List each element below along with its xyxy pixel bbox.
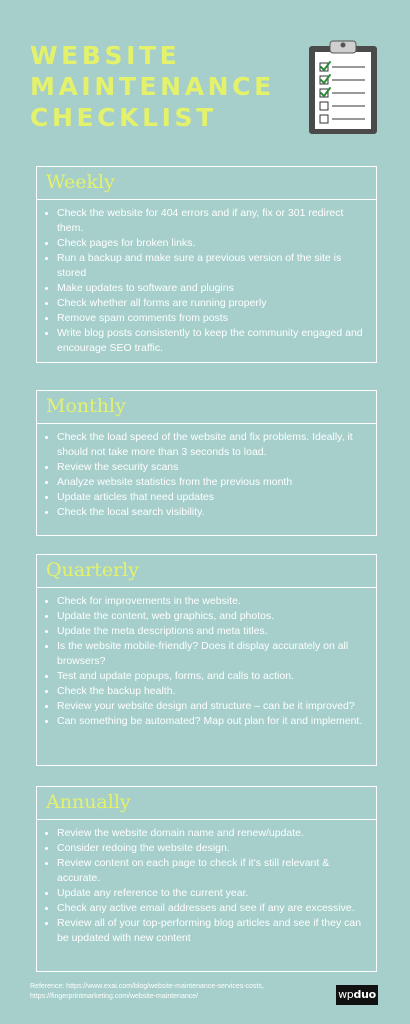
weekly-list [37, 206, 370, 356]
quarterly-section [36, 554, 377, 766]
monthly-list [37, 430, 370, 520]
reference-line-2: https://fingerprintmarketing.com/website-maintenance/ [30, 992, 199, 1000]
weekly-list-box [36, 200, 377, 363]
logo-part-duo: duo [353, 988, 376, 1001]
list-item: • Review all of your top-performing blog articles and see if they can be updated with new content [57, 916, 370, 946]
page-title [30, 40, 290, 133]
list-item: • Update any reference to the current year. [57, 886, 370, 901]
list-item: • Check pages for broken links. [57, 236, 370, 251]
list-item: • Remove spam comments from posts [57, 311, 370, 326]
list-item: • Review your website design and structure – can be it improved? [57, 699, 370, 714]
list-item: • Review the security scans [57, 460, 370, 475]
list-item: • Write blog posts consistently to keep the community engaged and encourage SEO traffic. [57, 326, 370, 356]
title-line-3: CHECKLIST [30, 103, 217, 132]
list-item: • Update the meta descriptions and meta titles. [57, 624, 370, 639]
list-item: • Check the backup health. [57, 684, 370, 699]
list-item: • Is the website mobile-friendly? Does it display accurately on all browsers? [57, 639, 370, 669]
list-item: • Review content on each page to check if it's still relevant & accurate. [57, 856, 370, 886]
reference-note [30, 982, 320, 1001]
monthly-heading: Monthly [36, 390, 377, 424]
list-item: • Test and update popups, forms, and calls to action. [57, 669, 370, 684]
list-item: • Check the website for 404 errors and if any, fix or 301 redirect them. [57, 206, 370, 236]
list-item: • Consider redoing the website design. [57, 841, 370, 856]
title-line-1: WEBSITE [30, 41, 181, 70]
weekly-section [36, 166, 377, 363]
list-item: • Run a backup and make sure a previous version of the site is stored [57, 251, 370, 281]
quarterly-heading: Quarterly [36, 554, 377, 588]
title-line-2: MAINTENANCE [30, 72, 275, 101]
quarterly-list-box [36, 588, 377, 766]
weekly-heading: Weekly [36, 166, 377, 200]
annually-heading: Annually [36, 786, 377, 820]
annually-list-box [36, 820, 377, 972]
list-item: • Can something be automated? Map out plan for it and implement. [57, 714, 370, 729]
list-item: • Check the load speed of the website and fix problems. Ideally, it should not take more than 3 seconds to load. [57, 430, 370, 460]
annually-list [37, 826, 370, 946]
monthly-list-box [36, 424, 377, 536]
list-item: • Check the local search visibility. [57, 505, 370, 520]
quarterly-list [37, 594, 370, 729]
list-item: • Review the website domain name and renew/update. [57, 826, 370, 841]
list-item: • Check any active email addresses and see if any are excessive. [57, 901, 370, 916]
list-item: • Update the content, web graphics, and photos. [57, 609, 370, 624]
clipboard-checklist-icon [305, 38, 381, 136]
list-item: • Update articles that need updates [57, 490, 370, 505]
reference-line-1: Reference: https://www.exai.com/blog/website-maintenance-services-costs, [30, 983, 264, 990]
logo-part-wp: wp [338, 988, 354, 1001]
list-item: • Check whether all forms are running properly [57, 296, 370, 311]
list-item: • Analyze website statistics from the previous month [57, 475, 370, 490]
annually-section [36, 786, 377, 972]
wpduo-logo [336, 985, 378, 1005]
list-item: • Make updates to software and plugins [57, 281, 370, 296]
list-item: • Check for improvements in the website. [57, 594, 370, 609]
monthly-section [36, 390, 377, 536]
